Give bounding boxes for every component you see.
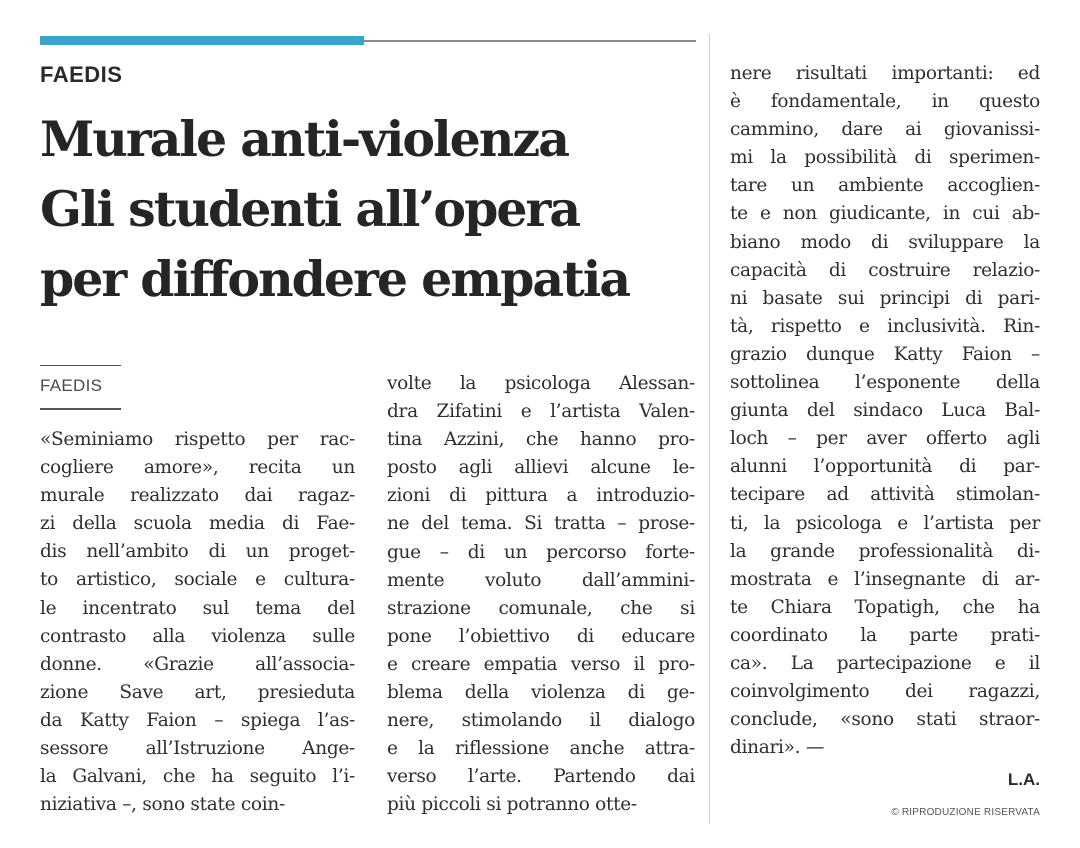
text-line: niziativa –, sono state coin- [40,794,285,816]
text-line: tare un ambiente accoglien- [730,175,1040,197]
text-line: è fondamentale, in questo [730,91,1040,113]
headline [40,104,710,314]
text-line: ca». La partecipazione e il [730,652,1040,674]
article-column-2 [387,370,695,820]
text-line: cogliere amore», recita un [40,457,355,479]
article-column-3 [730,60,1040,762]
text-line: gue – di un percorso forte- [387,541,695,563]
text-line: loch – per aver offerto agli [730,428,1040,450]
text-line: e la riflessione anche attra- [387,738,695,760]
text-line: blema della violenza di ge- [387,682,695,704]
text-line: donne. «Grazie all’associa- [40,653,355,675]
text-line: to artistico, sociale e cultura- [40,569,355,591]
text-line: dis nell’ambito di un proget- [40,541,355,563]
headline-line: Murale anti-violenza [40,110,568,168]
text-line: nere risultati importanti: ed [730,63,1040,84]
byline-location: FAEDIS [40,376,103,395]
text-line: sessore all’Istruzione Ange- [40,738,355,760]
headline-line: Gli studenti all’opera [40,180,580,238]
text-line: coinvolgimento dei ragazzi, [730,681,1040,703]
text-line: te Chiara Topatigh, che ha [730,596,1040,618]
text-line: la Galvani, che ha seguito l’i- [40,766,355,788]
text-line: e creare empatia verso il pro- [387,653,695,675]
text-line: dra Zifatini e l’artista Valen- [387,401,695,423]
text-line: sottolinea l’esponente della [730,372,1040,394]
text-line: le incentrato sul tema del [40,597,355,619]
text-line: giunta del sindaco Luca Bal- [730,400,1040,422]
text-line: pone l’obiettivo di educare [387,625,695,647]
text-line: «Seminiamo rispetto per rac- [40,429,355,450]
text-line: capacità di costruire relazio- [730,259,1040,281]
text-line: zioni di pittura a introduzio- [387,485,695,507]
text-line: mi la possibilità di sperimen- [730,147,1040,169]
byline-rule [40,365,121,366]
text-line: cammino, dare ai giovanissi- [730,119,1040,141]
text-line: biano modo di sviluppare la [730,231,1040,253]
text-line: più piccoli si potranno otte- [387,794,637,816]
text-line: nere, stimolando il dialogo [387,710,695,732]
text-line: posto agli allievi alcune le- [387,457,695,479]
text-line: volte la psicologa Alessan- [387,373,695,394]
author-signature: L.A. [1007,770,1040,789]
text-line: tecipare ad attività stimolan- [730,484,1040,506]
headline-line: per diffondere empatia [40,250,630,308]
text-line: tà, rispetto e inclusività. Rin- [730,315,1040,337]
copyright-notice: © RIPRODUZIONE RISERVATA [891,807,1040,818]
text-line: verso l’arte. Partendo dai [387,766,695,788]
text-line: mente voluto dall’ammini- [387,569,695,591]
text-line: conclude, «sono stati straor- [730,709,1040,731]
text-line: mostrata e l’insegnante di ar- [730,568,1040,590]
text-line: murale realizzato dai ragaz- [40,485,355,507]
text-line: te e non giudicante, in cui ab- [730,203,1040,225]
text-line: la grande professionalità di- [730,540,1040,562]
text-line: strazione comunale, che si [387,597,695,619]
text-line: tina Azzini, che hanno pro- [387,429,695,451]
text-line: ti, la psicologa e l’artista per [730,512,1040,534]
text-line: dinari». — [730,737,825,759]
accent-rule [40,36,364,45]
article-column-1 [40,426,355,819]
text-line: ne del tema. Si tratta – prose- [387,513,695,535]
text-line: ni basate sui principi di pari- [730,287,1040,309]
text-line: da Katty Faion – spiega l’as- [40,709,355,731]
text-line: grazio dunque Katty Faion – [730,343,1040,365]
byline-rule [40,408,121,410]
text-line: alunni l’opportunità di par- [730,456,1040,478]
text-line: zione Save art, presieduta [40,681,355,703]
top-rule [364,40,696,42]
text-line: zi della scuola media di Fae- [40,513,355,535]
text-line: contrasto alla violenza sulle [40,625,355,647]
text-line: coordinato la parte prati- [730,624,1040,646]
kicker: FAEDIS [40,62,123,87]
